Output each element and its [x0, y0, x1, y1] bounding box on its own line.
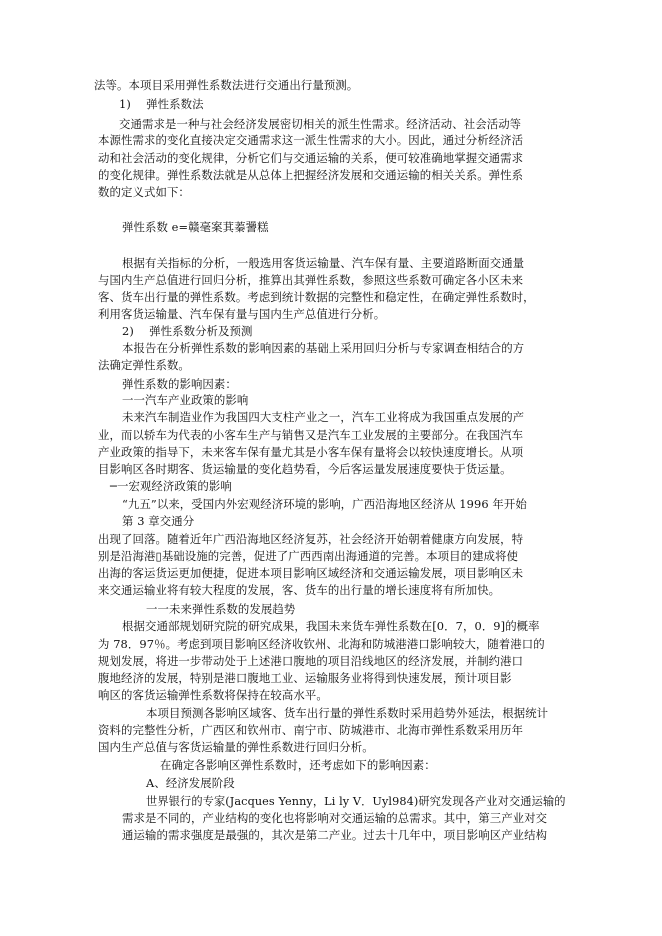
- text-line: 通运输的需求强度是最强的，其次是第二产业。过去十几年中，项目影响区产业结构: [122, 828, 548, 842]
- text-line: 的变化规律。弹性系数法就是从总体上把握经济发展和交通运输的相关关系。弹性系: [98, 168, 524, 182]
- text-line: 来交通运输业将有较大程度的发展，客、货车的出行量的增长速度将有所加快。: [98, 583, 501, 597]
- text-line: 交通需求是一种与社会经济发展密切相关的派生性需求。经济活动、社会活动等: [119, 117, 522, 131]
- text-line: 出现了回落。随着近年广西沿海地区经济复苏，社会经济开始朝着健康方向发展，特: [98, 532, 524, 546]
- text-line: 世界银行的专家(Jacques Yenny，Li ly V．Uyl984)研究发现各产业对交通运输的: [146, 794, 566, 808]
- text-line: 动和社会活动的变化规律，分析它们与交通运输的关系，便可较准确地掌握交通需求: [98, 151, 524, 165]
- formula-line: 弹性系数 e=赣毫案萁蓁謽糕: [122, 220, 269, 234]
- text-line: “九五”以来，受国内外宏观经济环境的影响，广西沿海地区经济从 1996 年开始: [122, 497, 527, 511]
- text-line: 弹性系数的影响因素：: [122, 377, 237, 391]
- text-line: 规划发展，将进一步带动处于上述港口腹地的项目沿线地区的经济发展，并制约港口: [98, 654, 524, 668]
- text-line: 响区的客货运输弹性系数将保持在较高水平。: [98, 688, 328, 702]
- text-line: 根据交通部规划研究院的研究成果，我国未来货车弹性系数在[0．7，0．9]的概率: [122, 619, 540, 633]
- text-line: 腹地经济的发展，特别是港口腹地工业、运输服务业将得到快速发展，预计项目影: [98, 671, 512, 685]
- text-line: 利用客货运输量、汽车保有量与国内生产总值进行分析。: [98, 307, 386, 321]
- subheading: 一一汽车产业政策的影响: [122, 393, 249, 407]
- text-line: 目影响区各时期客、货运输量的变化趋势看，今后客运量发展速度要快于货运量。: [98, 462, 512, 476]
- text-line: 法确定弹性系数。: [98, 358, 190, 372]
- text-line: 产业政策的指导下，未来客车保有量尤其是小客车保有量将会以较快速度增长。从项: [98, 445, 524, 459]
- text-line: 法等。本项目采用弹性系数法进行交通出行量预测。: [94, 78, 359, 92]
- text-line: 未来汽车制造业作为我国四大支柱产业之一，汽车工业将成为我国重点发展的产: [122, 410, 525, 424]
- text-line: 资料的完整性分析，广西区和钦州市、南宁市、防城港市、北海市弹性系数采用历年: [98, 723, 524, 737]
- text-line: 国内生产总值与客货运输量的弹性系数进行回归分析。: [98, 740, 374, 754]
- text-line: 本项目预测各影响区域客、货车出行量的弹性系数时采用趋势外延法，根据统计: [146, 706, 549, 720]
- section-heading: 1) 弹性系数法: [119, 97, 204, 111]
- text-line: 客、货车出行量的弹性系数。考虑到统计数据的完整性和稳定性，在确定弹性系数时，: [98, 290, 535, 304]
- text-line: 第 3 章交通分: [122, 514, 195, 528]
- subheading: ─一宏观经济政策的影响: [110, 479, 232, 493]
- text-line: 与国内生产总值进行回归分析，推算出其弹性系数，参照这些系数可确定各小区未来: [98, 273, 524, 287]
- text-line: 在确定各影响区弹性系数时，还考虑如下的影响因素：: [160, 758, 436, 772]
- text-line: 根据有关指标的分析，一般选用客货运输量、汽车保有量、主要道路断面交通量: [122, 256, 525, 270]
- text-line: 本报告在分析弹性系数的影响因素的基础上采用回归分析与专家调查相结合的方: [122, 341, 525, 355]
- subheading: A、经济发展阶段: [146, 776, 235, 790]
- text-line: 业，而以轿车为代表的小客车生产与销售又是汽车工业发展的主要部分。在我国汽车: [98, 428, 524, 442]
- text-line: 别是沿海港▯基础设施的完善，促进了广西西南出海通道的完善。本项目的建成将使: [98, 549, 519, 563]
- text-line: 需求是不同的，产业结构的变化也将影响对交通运输的总需求。其中，第三产业对交: [122, 811, 548, 825]
- text-line: 本源性需求的变化直接决定交通需求这一派生性需求的大小。因此，通过分析经济活: [98, 133, 524, 147]
- section-heading: 2) 弹性系数分析及预测: [122, 324, 253, 338]
- text-line: 数的定义式如下：: [98, 185, 190, 199]
- text-line: 出海的客运货运更加便捷，促进本项目影响区域经济和交通运输发展，项目影响区未: [98, 566, 524, 580]
- subheading: 一一未来弹性系数的发展趋势: [146, 602, 296, 616]
- text-line: 为 78．97％。考虑到项目影响区经济收钦州、北海和防城港港口影响较大，随着港口的: [98, 637, 545, 651]
